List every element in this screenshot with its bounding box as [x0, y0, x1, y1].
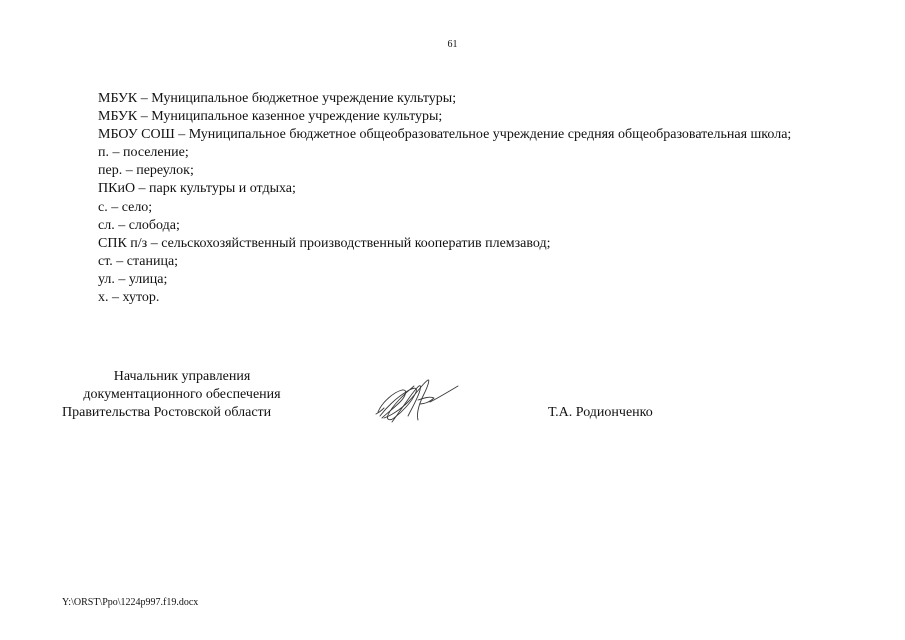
abbreviations-list [62, 90, 844, 307]
abbreviation-item: СПК п/з – сельскохозяйственный производственный кооператив племзавод; [98, 235, 551, 251]
abbreviation-item: п. – поселение; [98, 145, 189, 161]
signatory-title-line: документационного обеспечения [83, 387, 281, 402]
abbreviation-item: ПКиО – парк культуры и отдыха; [98, 181, 296, 197]
abbreviation-item: МБОУ СОШ – Муниципальное бюджетное общеобразовательное учреждение средняя общеобразовательная школа; [98, 127, 792, 143]
signatory-title-line: Правительства Ростовской области [62, 405, 272, 420]
abbreviation-item: с. – село; [98, 199, 153, 215]
handwritten-signature [372, 372, 462, 432]
page-number: 61 [447, 39, 458, 50]
abbreviation-item: МБУК – Муниципальное бюджетное учреждение культуры; [98, 91, 457, 106]
abbreviation-item: МБУК – Муниципальное казенное учреждение культуры; [98, 109, 443, 125]
abbreviation-item: пер. – переулок; [98, 163, 194, 179]
abbreviation-item: х. – хутор. [98, 290, 160, 306]
abbreviation-item: ст. – станица; [98, 253, 179, 269]
abbreviation-item: ул. – улица; [98, 271, 168, 287]
abbreviation-item: сл. – слобода; [98, 217, 180, 233]
signatory-name: Т.А. Родионченко [548, 405, 653, 420]
signatory-title [62, 368, 302, 422]
document-file-path: Y:\ORST\Ppo\1224p997.f19.docx [62, 597, 199, 608]
signatory-title-line: Начальник управления [113, 369, 251, 384]
